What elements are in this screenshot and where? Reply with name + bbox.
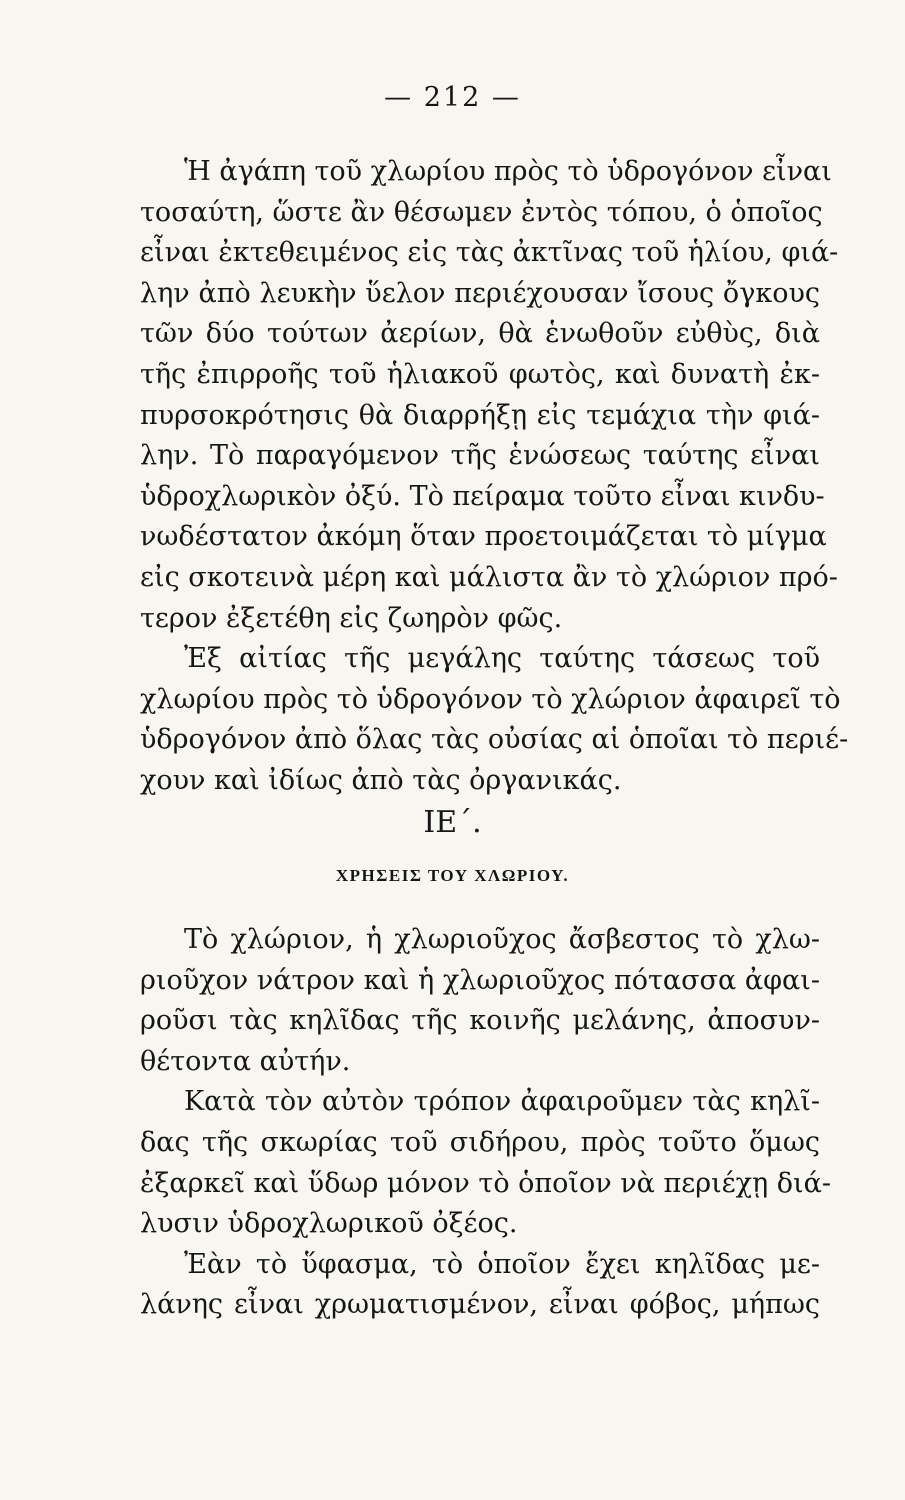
text-line: τερον ἐξετέθη εἰς ζωηρὸν φῶς. [140, 602, 563, 634]
text-line: εἶναι ἐκτεθειμένος εἰς τὰς ἀκτῖνας τοῦ ἡλίου, φιά- [140, 237, 839, 269]
section-title: ΧΡΗΣΕΙΣ ΤΟΥ ΧΛΩΡΙΟΥ. [335, 866, 570, 885]
body-text-bottom [140, 920, 831, 1326]
text-line: Τὸ χλώριον, ἡ χλωριοῦχος ἄσβεστος τὸ χλω- [184, 924, 820, 955]
text-line: Ἡ ἀγάπη τοῦ χλωρίου πρὸς τὸ ὑδρογόνον εἶναι [184, 156, 832, 187]
text-line: λάνης εἶναι χρωματισμένον, εἶναι φόβος, μήπως [140, 1289, 820, 1321]
text-line: τοσαύτη, ὥστε ἂν θέσωμεν ἐντὸς τόπου, ὁ ὁποῖος [140, 196, 823, 228]
text-line: πυρσοκρότησις θὰ διαρρήξῃ εἰς τεμάχια τὴν φιά- [140, 399, 820, 431]
text-line: τῆς ἐπιρροῆς τοῦ ἡλιακοῦ φωτὸς, καὶ δυνατὴ ἐκ- [140, 358, 820, 390]
text-line: λυσιν ὑδροχλωρικοῦ ὀξέος. [140, 1208, 518, 1240]
text-line: χλωρίου πρὸς τὸ ὑδρογόνον τὸ χλώριον ἀφαιρεῖ τὸ [140, 683, 841, 715]
text-line: ὑδρογόνον ἀπὸ ὅλας τὰς οὐσίας αἱ ὁποῖαι τὸ περιέ- [140, 724, 849, 756]
body-text-top [140, 152, 849, 802]
text-line: λην ἀπὸ λευκὴν ὕελον περιέχουσαν ἴσους ὄγκους [140, 277, 820, 309]
text-line: λην. Τὸ παραγόμενον τῆς ἑνώσεως ταύτης εἶναι [140, 440, 820, 472]
text-line: χουν καὶ ἰδίως ἀπὸ τὰς ὀργανικάς. [140, 764, 622, 796]
page-number: — 212 — [384, 82, 521, 113]
text-line: ἐξαρκεῖ καὶ ὕδωρ μόνον τὸ ὁποῖον νὰ περιέχῃ διά- [140, 1167, 831, 1199]
text-line: ὑδροχλωρικὸν ὀξύ. Τὸ πείραμα τοῦτο εἶναι κινδυ- [140, 480, 825, 512]
text-line: δας τῆς σκωρίας τοῦ σιδήρου, πρὸς τοῦτο ὅμως [140, 1126, 820, 1158]
section-number: ΙΕ΄. [423, 805, 482, 840]
text-line: εἰς σκοτεινὰ μέρη καὶ μάλιστα ἂν τὸ χλώριον πρό- [140, 561, 838, 593]
text-line: τῶν δύο τούτων ἀερίων, θὰ ἑνωθοῦν εὐθὺς, διὰ [140, 318, 820, 350]
text-line: ριοῦχον νάτρον καὶ ἡ χλωριοῦχος πότασσα ἀφαι- [140, 964, 820, 996]
text-line: νωδέστατον ἀκόμη ὅταν προετοιμάζεται τὸ μίγμα [140, 521, 827, 553]
text-line: Κατὰ τὸν αὐτὸν τρόπον ἀφαιροῦμεν τὰς κηλῖ- [184, 1086, 820, 1118]
text-line: θέτοντα αὐτήν. [140, 1045, 351, 1077]
text-line: ροῦσι τὰς κηλῖδας τῆς κοινῆς μελάνης, ἀποσυν- [140, 1005, 820, 1037]
text-line: Ἐὰν τὸ ὕφασμα, τὸ ὁποῖον ἔχει κηλῖδας με- [184, 1248, 820, 1280]
text-line: Ἐξ αἰτίας τῆς μεγάλης ταύτης τάσεως τοῦ [184, 643, 820, 675]
